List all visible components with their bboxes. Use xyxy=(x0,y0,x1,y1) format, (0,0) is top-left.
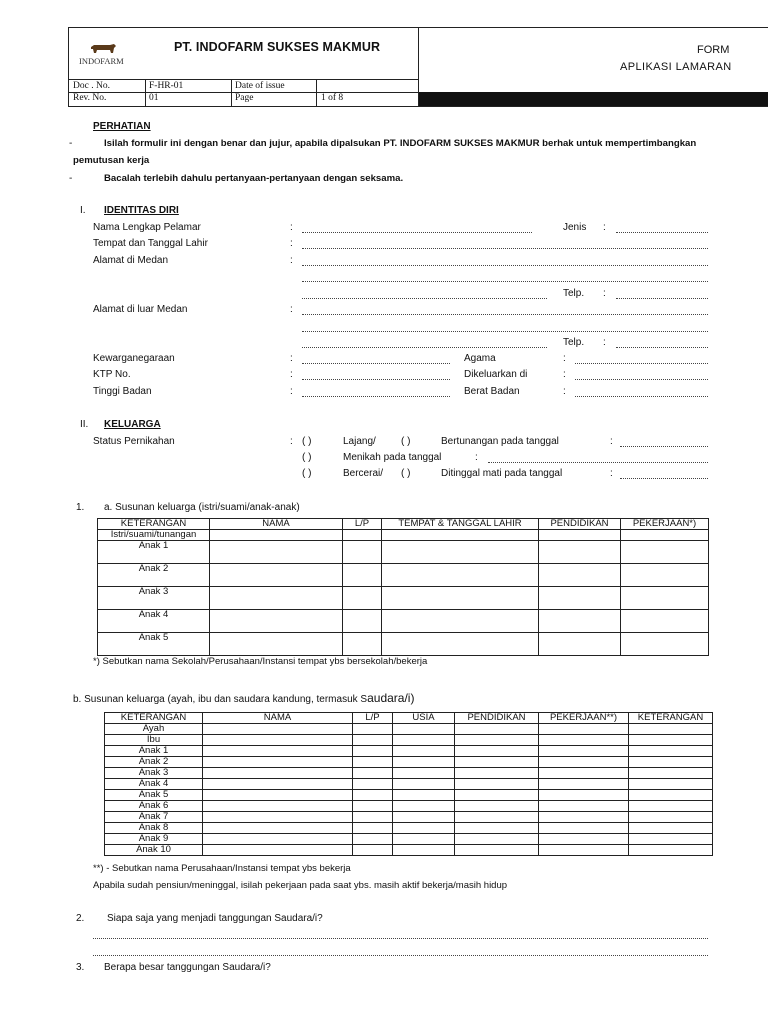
alamat-medan-field[interactable] xyxy=(302,264,708,266)
table-cell[interactable] xyxy=(455,746,539,757)
row-label: Anak 7 xyxy=(105,812,203,823)
row-label: Anak 4 xyxy=(98,610,210,633)
checkbox-lajang[interactable]: ( ) xyxy=(302,436,312,447)
table-cell[interactable] xyxy=(353,757,393,768)
table-cell[interactable] xyxy=(455,768,539,779)
label-berat: Berat Badan xyxy=(464,386,520,397)
colon: : xyxy=(563,369,566,380)
table-cell[interactable] xyxy=(393,801,455,812)
colon: : xyxy=(290,222,293,233)
label-ditinggal: Ditinggal mati pada tanggal xyxy=(441,468,563,479)
label-alamat-luar: Alamat di luar Medan xyxy=(93,304,188,315)
table-cell[interactable] xyxy=(539,779,629,790)
table-cell[interactable] xyxy=(203,801,353,812)
table-cell[interactable] xyxy=(353,801,393,812)
row-label: Anak 4 xyxy=(105,779,203,790)
page-value: 1 of 8 xyxy=(321,93,344,103)
header-black-bar xyxy=(419,92,768,106)
column-header: PENDIDIKAN xyxy=(455,713,539,724)
table-cell[interactable] xyxy=(393,768,455,779)
column-header: NAMA xyxy=(210,519,343,530)
table-cell[interactable] xyxy=(621,541,709,564)
question-2-text: Siapa saja yang menjadi tanggungan Saudara/i? xyxy=(107,913,323,924)
form-subtitle: APLIKASI LAMARAN xyxy=(620,61,732,73)
row-label: Anak 2 xyxy=(105,757,203,768)
header-divider xyxy=(69,79,418,80)
table-cell[interactable] xyxy=(539,757,629,768)
table-cell[interactable] xyxy=(539,633,621,656)
colon: : xyxy=(290,353,293,364)
row-label: Anak 2 xyxy=(98,564,210,587)
alamat-medan-field[interactable] xyxy=(302,297,547,299)
table-cell[interactable] xyxy=(203,790,353,801)
telp-field[interactable] xyxy=(616,346,708,348)
table-cell[interactable] xyxy=(539,768,629,779)
table-row xyxy=(98,564,709,587)
table-row xyxy=(105,724,713,735)
table-cell[interactable] xyxy=(629,757,713,768)
table-a-footnote: *) Sebutkan nama Sekolah/Perusahaan/Instansi tempat ybs bersekolah/bekerja xyxy=(93,656,428,667)
table-cell[interactable] xyxy=(539,587,621,610)
column-header: KETERANGAN xyxy=(98,519,210,530)
table-cell[interactable] xyxy=(203,757,353,768)
label-status: Status Pernikahan xyxy=(93,436,175,447)
row-label: Anak 6 xyxy=(105,801,203,812)
date-of-issue-label: Date of issue xyxy=(235,81,285,91)
table-row xyxy=(105,757,713,768)
column-header: KETERANGAN xyxy=(629,713,713,724)
label-tinggi: Tinggi Badan xyxy=(93,386,152,397)
colon: : xyxy=(603,337,606,348)
row-label: Anak 5 xyxy=(105,790,203,801)
table-cell[interactable] xyxy=(621,610,709,633)
checkbox-bercerai[interactable]: ( ) xyxy=(302,468,312,479)
colon: : xyxy=(475,452,478,463)
table-cell[interactable] xyxy=(629,812,713,823)
table-cell[interactable] xyxy=(629,768,713,779)
column-header: PEKERJAAN*) xyxy=(621,519,709,530)
table-cell[interactable] xyxy=(353,724,393,735)
label-telp: Telp. xyxy=(563,337,585,348)
label-ktp: KTP No. xyxy=(93,369,131,380)
table-cell[interactable] xyxy=(455,801,539,812)
table-cell[interactable] xyxy=(203,812,353,823)
row-label: Istri/suami/tunangan xyxy=(98,530,210,541)
column-header: KETERANGAN xyxy=(105,713,203,724)
table-cell[interactable] xyxy=(210,610,343,633)
agama-field[interactable] xyxy=(575,362,708,364)
table-cell[interactable] xyxy=(621,564,709,587)
doc-no-label: Doc . No. xyxy=(73,81,110,91)
label-bercerai: Bercerai/ xyxy=(343,468,384,479)
table-cell[interactable] xyxy=(539,823,629,834)
colon: : xyxy=(610,436,613,447)
colon: : xyxy=(290,436,293,447)
table-cell[interactable] xyxy=(203,845,353,856)
colon: : xyxy=(563,386,566,397)
kewarganegaraan-field[interactable] xyxy=(302,362,450,364)
table-cell[interactable] xyxy=(539,834,629,845)
menikah-date-field[interactable] xyxy=(488,461,708,463)
table-cell[interactable] xyxy=(539,610,621,633)
table-cell[interactable] xyxy=(382,610,539,633)
table-row xyxy=(105,834,713,845)
label-menikah: Menikah pada tanggal xyxy=(343,452,442,463)
bullet: - xyxy=(69,173,73,184)
bertunangan-date-field[interactable] xyxy=(620,445,708,447)
table-cell[interactable] xyxy=(343,610,382,633)
table-cell[interactable] xyxy=(621,530,709,541)
table-cell[interactable] xyxy=(621,633,709,656)
table-cell[interactable] xyxy=(539,790,629,801)
label-jenis: Jenis xyxy=(563,222,587,233)
table-cell[interactable] xyxy=(203,746,353,757)
table-cell[interactable] xyxy=(353,735,393,746)
table-b-title xyxy=(73,691,414,705)
table-cell[interactable] xyxy=(393,845,455,856)
checkbox-bertunangan[interactable]: ( ) xyxy=(401,436,411,447)
section-1-number: I. xyxy=(80,205,86,216)
table-cell[interactable] xyxy=(539,530,621,541)
table-cell[interactable] xyxy=(382,530,539,541)
row-label: Anak 8 xyxy=(105,823,203,834)
table-cell[interactable] xyxy=(539,812,629,823)
telp-field[interactable] xyxy=(616,297,708,299)
table-cell[interactable] xyxy=(210,541,343,564)
table-cell[interactable] xyxy=(343,587,382,610)
column-header: NAMA xyxy=(203,713,353,724)
table-cell[interactable] xyxy=(455,779,539,790)
table-row xyxy=(98,610,709,633)
table-cell[interactable] xyxy=(210,564,343,587)
family-table-a xyxy=(97,518,709,656)
column-header: PENDIDIKAN xyxy=(539,519,621,530)
item-1-number: 1. xyxy=(76,502,85,513)
column-header: PEKERJAAN**) xyxy=(539,713,629,724)
table-b-footnote-2: Apabila sudah pensiun/meninggal, isilah pekerjaan pada saat ybs. masih aktif bekerja/masih hidup xyxy=(93,880,508,891)
table-cell[interactable] xyxy=(539,541,621,564)
table-row xyxy=(98,541,709,564)
label-alamat-medan: Alamat di Medan xyxy=(93,255,169,266)
row-label: Anak 3 xyxy=(105,768,203,779)
table-row xyxy=(98,530,709,541)
table-cell[interactable] xyxy=(539,724,629,735)
section-1-title: IDENTITAS DIRI xyxy=(104,205,179,216)
table-cell[interactable] xyxy=(539,845,629,856)
rev-no-value: 01 xyxy=(149,93,159,103)
label-dikeluarkan: Dikeluarkan di xyxy=(464,369,528,380)
table-a-title: a. Susunan keluarga (istri/suami/anak-anak) xyxy=(104,502,300,513)
colon: : xyxy=(603,288,606,299)
question-3-text: Berapa besar tanggungan Saudara/i? xyxy=(104,962,271,973)
rev-no-label: Rev. No. xyxy=(73,93,107,103)
meta-divider xyxy=(145,80,146,106)
colon: : xyxy=(563,353,566,364)
question-2-number: 2. xyxy=(76,913,85,924)
table-cell[interactable] xyxy=(539,735,629,746)
column-header: L/P xyxy=(353,713,393,724)
company-logo xyxy=(79,42,127,68)
table-cell[interactable] xyxy=(393,735,455,746)
table-b-title-big: audara/i) xyxy=(367,691,415,705)
colon: : xyxy=(290,255,293,266)
table-cell[interactable] xyxy=(353,746,393,757)
form-title: FORM xyxy=(697,44,730,56)
checkbox-ditinggal[interactable]: ( ) xyxy=(401,468,411,479)
table-cell[interactable] xyxy=(629,834,713,845)
table-cell[interactable] xyxy=(455,790,539,801)
table-cell[interactable] xyxy=(455,812,539,823)
family-table-b xyxy=(104,712,713,856)
table-cell[interactable] xyxy=(629,823,713,834)
table-cell[interactable] xyxy=(353,790,393,801)
alamat-medan-field[interactable] xyxy=(302,280,708,282)
meta-divider xyxy=(231,80,232,106)
table-cell[interactable] xyxy=(203,823,353,834)
nama-field[interactable] xyxy=(302,231,532,233)
table-row xyxy=(105,812,713,823)
row-label: Anak 3 xyxy=(98,587,210,610)
cow-icon xyxy=(88,42,118,56)
table-row xyxy=(105,845,713,856)
table-cell[interactable] xyxy=(353,845,393,856)
colon: : xyxy=(290,238,293,249)
table-row xyxy=(105,735,713,746)
table-cell[interactable] xyxy=(393,779,455,790)
table-cell[interactable] xyxy=(455,757,539,768)
table-row xyxy=(105,823,713,834)
table-cell[interactable] xyxy=(203,779,353,790)
table-cell[interactable] xyxy=(210,633,343,656)
table-row xyxy=(98,587,709,610)
table-cell[interactable] xyxy=(629,790,713,801)
table-cell[interactable] xyxy=(629,724,713,735)
table-cell[interactable] xyxy=(393,790,455,801)
table-cell[interactable] xyxy=(621,587,709,610)
label-bertunangan: Bertunangan pada tanggal xyxy=(441,436,559,447)
alamat-luar-field[interactable] xyxy=(302,346,547,348)
table-row xyxy=(105,790,713,801)
table-cell[interactable] xyxy=(382,587,539,610)
row-label: Ibu xyxy=(105,735,203,746)
question-2-answer-field[interactable] xyxy=(93,937,708,939)
perhatian-title: PERHATIAN xyxy=(93,121,151,132)
berat-field[interactable] xyxy=(575,395,708,397)
page-label: Page xyxy=(235,93,254,103)
alamat-luar-field[interactable] xyxy=(302,330,708,332)
row-label: Anak 10 xyxy=(105,845,203,856)
table-cell[interactable] xyxy=(393,746,455,757)
colon: : xyxy=(290,304,293,315)
table-cell[interactable] xyxy=(343,530,382,541)
table-cell[interactable] xyxy=(455,834,539,845)
ktp-field[interactable] xyxy=(302,378,450,380)
table-cell[interactable] xyxy=(343,564,382,587)
ttl-field[interactable] xyxy=(302,247,708,249)
question-3-number: 3. xyxy=(76,962,85,973)
table-cell[interactable] xyxy=(539,564,621,587)
table-cell[interactable] xyxy=(203,735,353,746)
table-cell[interactable] xyxy=(629,845,713,856)
dikeluarkan-field[interactable] xyxy=(575,378,708,380)
question-2-answer-field[interactable] xyxy=(93,954,708,956)
column-header: L/P xyxy=(343,519,382,530)
row-label: Anak 1 xyxy=(98,541,210,564)
table-cell[interactable] xyxy=(382,633,539,656)
table-cell[interactable] xyxy=(455,823,539,834)
table-cell[interactable] xyxy=(629,779,713,790)
label-agama: Agama xyxy=(464,353,496,364)
table-b-title-text: b. Susunan keluarga (ayah, ibu dan saudara kandung, termasuk S xyxy=(73,694,368,705)
logo-text: INDOFARM xyxy=(79,56,124,66)
table-cell[interactable] xyxy=(393,812,455,823)
ditinggal-date-field[interactable] xyxy=(620,477,708,479)
colon: : xyxy=(610,468,613,479)
table-cell[interactable] xyxy=(353,768,393,779)
label-telp: Telp. xyxy=(563,288,585,299)
notice-line-1: Isilah formulir ini dengan benar dan jujur, apabila dipalsukan PT. INDOFARM SUKSES MAKMUR berhak untuk mempertimbangkan xyxy=(104,138,697,149)
colon: : xyxy=(290,369,293,380)
table-row xyxy=(98,633,709,656)
table-cell[interactable] xyxy=(629,746,713,757)
notice-line-2: Bacalah terlebih dahulu pertanyaan-pertanyaan dengan seksama. xyxy=(104,173,404,184)
table-cell[interactable] xyxy=(393,724,455,735)
table-row xyxy=(105,746,713,757)
tinggi-field[interactable] xyxy=(302,395,450,397)
table-row xyxy=(105,768,713,779)
table-cell[interactable] xyxy=(393,757,455,768)
table-cell[interactable] xyxy=(353,823,393,834)
label-ttl: Tempat dan Tanggal Lahir xyxy=(93,238,208,249)
section-2-number: II. xyxy=(80,419,89,430)
row-label: Anak 5 xyxy=(98,633,210,656)
table-b-footnote: **) - Sebutkan nama Perusahaan/Instansi tempat ybs bekerja xyxy=(93,863,351,874)
table-cell[interactable] xyxy=(393,834,455,845)
table-cell[interactable] xyxy=(353,779,393,790)
column-header: TEMPAT & TANGGAL LAHIR xyxy=(382,519,539,530)
row-label: Anak 1 xyxy=(105,746,203,757)
row-label: Anak 9 xyxy=(105,834,203,845)
row-label: Ayah xyxy=(105,724,203,735)
colon: : xyxy=(290,386,293,397)
table-cell[interactable] xyxy=(629,735,713,746)
company-name: PT. INDOFARM SUKSES MAKMUR xyxy=(174,40,381,54)
table-row xyxy=(105,779,713,790)
checkbox-menikah[interactable]: ( ) xyxy=(302,452,312,463)
table-cell[interactable] xyxy=(393,823,455,834)
table-cell[interactable] xyxy=(353,834,393,845)
table-cell[interactable] xyxy=(210,587,343,610)
table-cell[interactable] xyxy=(353,812,393,823)
table-row xyxy=(105,801,713,812)
section-2-title: KELUARGA xyxy=(104,419,161,430)
doc-no-value: F-HR-01 xyxy=(149,81,184,91)
alamat-luar-field[interactable] xyxy=(302,313,708,315)
jenis-field[interactable] xyxy=(616,231,708,233)
table-cell[interactable] xyxy=(455,845,539,856)
table-cell[interactable] xyxy=(382,541,539,564)
notice-line-1b: pemutusan kerja xyxy=(73,155,150,166)
meta-divider xyxy=(316,80,317,106)
column-header: USIA xyxy=(393,713,455,724)
colon: : xyxy=(603,222,606,233)
table-cell[interactable] xyxy=(343,633,382,656)
label-lajang: Lajang/ xyxy=(343,436,376,447)
table-cell[interactable] xyxy=(455,735,539,746)
table-cell[interactable] xyxy=(203,834,353,845)
table-cell[interactable] xyxy=(210,530,343,541)
label-nama: Nama Lengkap Pelamar xyxy=(93,222,201,233)
table-cell[interactable] xyxy=(203,724,353,735)
table-cell[interactable] xyxy=(629,801,713,812)
table-cell[interactable] xyxy=(343,541,382,564)
bullet: - xyxy=(69,138,73,149)
table-cell[interactable] xyxy=(203,768,353,779)
label-kewarganegaraan: Kewarganegaraan xyxy=(93,353,175,364)
table-cell[interactable] xyxy=(382,564,539,587)
table-cell[interactable] xyxy=(455,724,539,735)
table-cell[interactable] xyxy=(539,801,629,812)
table-cell[interactable] xyxy=(539,746,629,757)
